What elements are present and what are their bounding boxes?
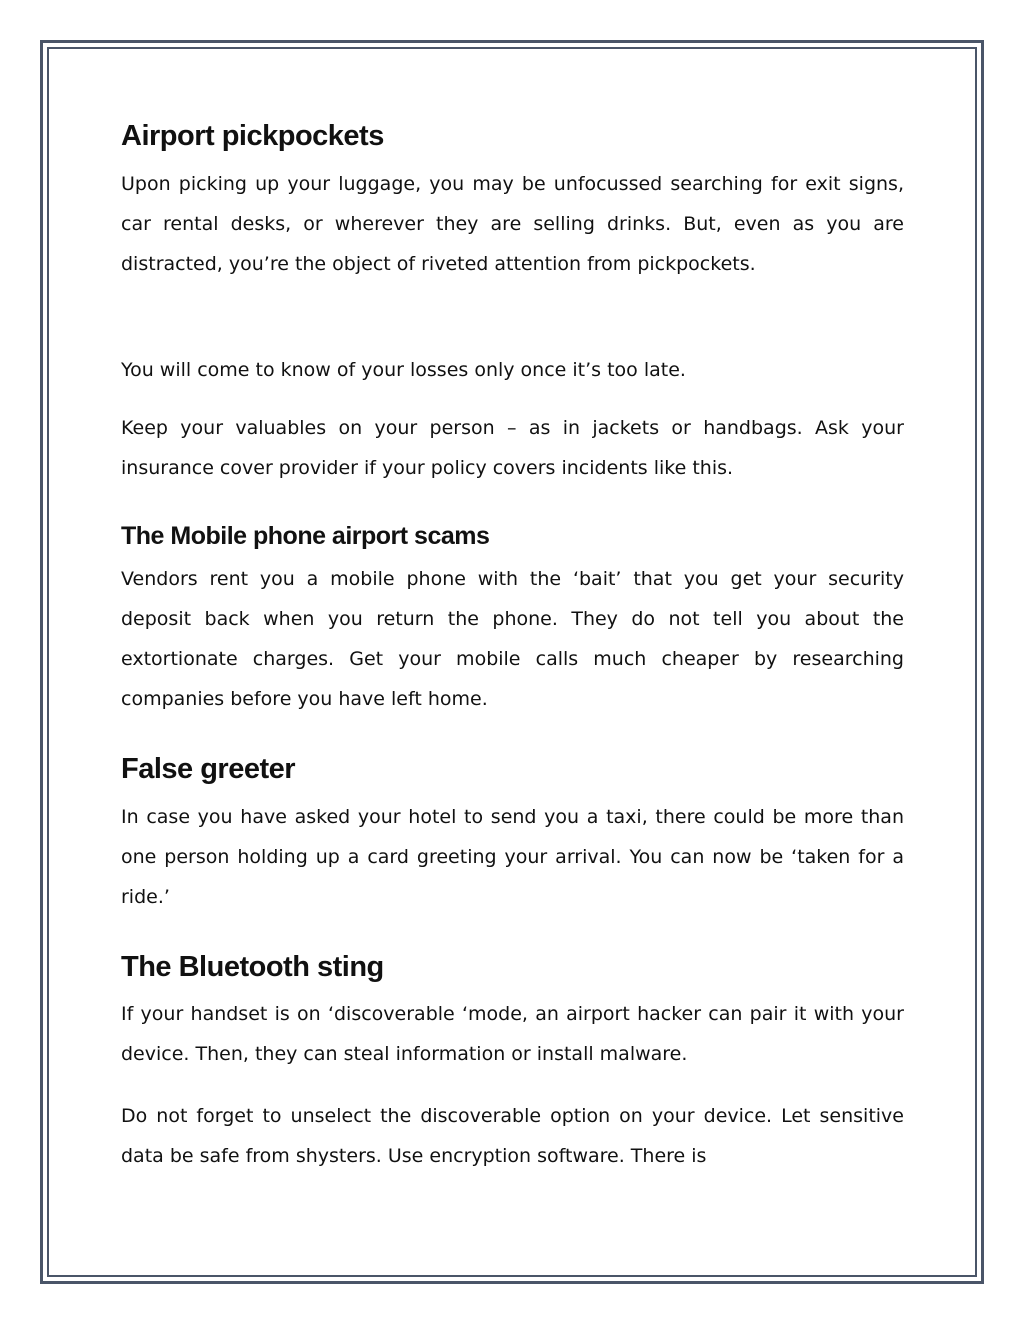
paragraph-pickpockets-advice: Keep your valuables on your person – as in jackets or handbags. Ask your insurance cover provider if your policy covers incidents like this. [121,417,904,479]
paragraph-pickpockets-losses: You will come to know of your losses only once it’s too late. [121,359,686,381]
heading-false-greeter: False greeter [121,753,296,785]
heading-mobile-phone-scams: The Mobile phone airport scams [121,522,490,550]
heading-airport-pickpockets: Airport pickpockets [121,120,384,152]
paragraph-mobile-phone-scams: Vendors rent you a mobile phone with the ‘bait’ that you get your security deposit back when you return the phone. They do not tell you about the extortionate charges. Get your mobile calls much cheaper by researching companies before you have left home. [121,568,904,710]
heading-bluetooth-sting: The Bluetooth sting [121,951,384,983]
paragraph-bluetooth-risk: If your handset is on ‘discoverable ‘mode, an airport hacker can pair it with your device. Then, they can steal information or install malware. [121,1003,904,1065]
paragraph-pickpockets-intro: Upon picking up your luggage, you may be unfocussed searching for exit signs, car rental desks, or wherever they are selling drinks. But, even as you are distracted, you’re the object of riveted attention from pickpockets. [121,173,904,275]
paragraph-false-greeter: In case you have asked your hotel to send you a taxi, there could be more than one person holding up a card greeting your arrival. You can now be ‘taken for a ride.’ [121,806,904,908]
paragraph-bluetooth-advice: Do not forget to unselect the discoverable option on your device. Let sensitive data be safe from shysters. Use encryption software. There is [121,1105,904,1167]
